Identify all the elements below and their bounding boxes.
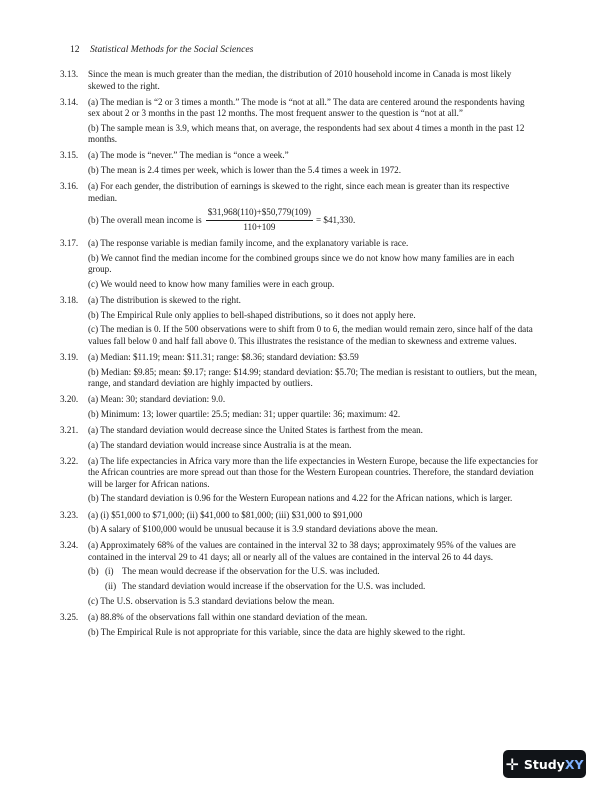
brand-study: Study [523,756,565,772]
answer-part-a: (a) The median is “2 or 3 times a month.” The mode is “not at all.” The data are centered around the respondents having sex about 2 or 3 months in the past 12 months. The most frequent answer to the question is “not at all.” [88,96,525,119]
answer-part-c: (c) The U.S. observation is 5.3 standard deviations below the mean. [88,595,335,606]
answers-list [60,69,538,643]
answer-part-b: (b) The sample mean is 3.9, which means that, on average, the respondents had sex about 4 times a month in the past 12 months. [88,122,525,145]
answer-part-b: (b) The standard deviation is 0.96 for the Western European nations and 4.22 for the African nations, which is larger. [88,493,513,504]
answer-3-19 [60,351,538,390]
subpart-i [105,566,380,576]
answer-3-15 [60,150,538,176]
answer-text: Since the mean is much greater than the median, the distribution of 2010 household income in Canada is most likely skewed to the right. [88,69,512,91]
answer-part-c: (c) The median is 0. If the 500 observations were to shift from 0 to 6, the median would remain zero, since half of the data values fall below 0 and half fall above 0. This illustrates the resistance of the median to skewness and extreme values. [88,324,533,346]
answer-number: 3.23. [60,509,79,520]
subpart-label: (i) [105,566,114,577]
answer-number: 3.22. [60,455,79,466]
formula-result: = $41,330. [316,214,356,225]
studyxy-watermark [503,750,586,778]
answer-part-b-i [88,566,538,578]
answer-part-a-second: (a) The standard deviation would increase since Australia is at the mean. [88,439,352,450]
answer-part-a: (a) Mean: 30; standard deviation: 9.0. [88,394,226,405]
answer-number: 3.16. [60,181,79,192]
answer-part-a: (a) Approximately 68% of the values are contained in the interval 32 to 38 days; approximately 95% of the values are contained in the interval 29 to 41 days; all or nearly all of the values are contained in the interval 26 to 44 days. [88,540,516,562]
answer-part-b-ii [105,581,538,593]
answer-part-a: (a) The mode is “never.” The median is “once a week.” [88,150,289,161]
answer-part-b: (b) The Empirical Rule only applies to bell-shaped distributions, so it does not apply here. [88,309,416,320]
answer-3-24 [60,540,538,607]
answer-part-b: (b) Median: $9.85; mean: $9.17; range: $14.99; standard deviation: $5.70; The median is resistant to outliers, but the mean, range, and standard deviation are highly impacted by outliers. [88,366,537,389]
answer-part-a: (a) The response variable is median family income, and the explanatory variable is race. [88,237,409,248]
answer-number: 3.13. [60,69,79,79]
answer-3-25 [60,611,538,638]
answer-number: 3.19. [60,351,79,362]
answer-3-18 [60,294,538,347]
answer-part-a: (a) The life expectancies in Africa vary more than the life expectancies in Western Europe, because the life expectancies for the African countries are more spread out than those for the Western European countries. Therefore, the standard deviation will be larger for African nations. [88,455,538,489]
subpart-text: The mean would decrease if the observation for the U.S. was included. [122,566,380,577]
answer-part-a: (a) Median: $11.19; mean: $11.31; range: $8.36; standard deviation: $3.59 [88,351,359,362]
answer-3-21 [60,424,538,451]
answer-part-b: (b) The Empirical Rule is not appropriate for this variable, since the data are highly skewed to the right. [88,626,466,637]
page-number: 12 [70,44,80,55]
formula-denominator: 110+109 [243,221,276,232]
answer-number: 3.25. [60,611,79,622]
answer-3-16 [60,181,538,233]
answer-part-c: (c) We would need to know how many families were in each group. [88,278,335,289]
answer-part-a: (a) The distribution is skewed to the right. [88,294,241,305]
brand-xy: XY [564,756,584,772]
answer-number: 3.14. [60,96,79,107]
answer-number: 3.18. [60,294,79,305]
part-label: (b) [88,566,99,577]
subpart-label: (ii) [105,581,117,592]
answer-3-17 [60,237,538,290]
book-title: Statistical Methods for the Social Sciences [90,44,254,55]
formula-lead: (b) The overall mean income is [88,214,202,225]
mean-income-formula [88,207,538,233]
answer-number: 3.21. [60,424,79,435]
answer-3-22 [60,455,538,505]
answer-part-b: (b) The mean is 2.4 times per week, which is lower than the 5.4 times a week in 1972. [88,165,401,176]
answer-part-a: (a) For each gender, the distribution of earnings is skewed to the right, since each mean is greater than its respective median. [88,181,510,203]
formula-numerator: $31,968(110)+$50,779(109) [206,207,313,221]
formula-fraction [206,207,313,233]
answer-number: 3.20. [60,394,79,405]
answer-number: 3.15. [60,150,79,161]
plus-icon: ✛ [505,754,519,774]
answer-3-13 [60,69,538,92]
subpart-text: The standard deviation would increase if the observation for the U.S. was included. [122,581,426,592]
answer-3-20 [60,394,538,420]
answer-part-b: (b) We cannot find the median income for the combined groups since we do not know how many families are in each group. [88,252,515,275]
answer-part-a: (a) The standard deviation would decrease since the United States is farthest from the mean. [88,424,423,435]
answer-part-b: (b) Minimum: 13; lower quartile: 25.5; median: 31; upper quartile: 36; maximum: 42. [88,408,401,419]
answer-part-b: (b) A salary of $100,000 would be unusual because it is 3.9 standard deviations above the mean. [88,524,438,535]
answer-3-14 [60,96,538,146]
running-header [70,44,253,55]
answer-number: 3.24. [60,540,79,551]
answer-3-23 [60,509,538,536]
answer-part-a: (a) 88.8% of the observations fall within one standard deviation of the mean. [88,611,368,622]
answer-part-a: (a) (i) $51,000 to $71,000; (ii) $41,000 to $81,000; (iii) $31,000 to $91,000 [88,509,363,520]
answer-number: 3.17. [60,237,79,248]
